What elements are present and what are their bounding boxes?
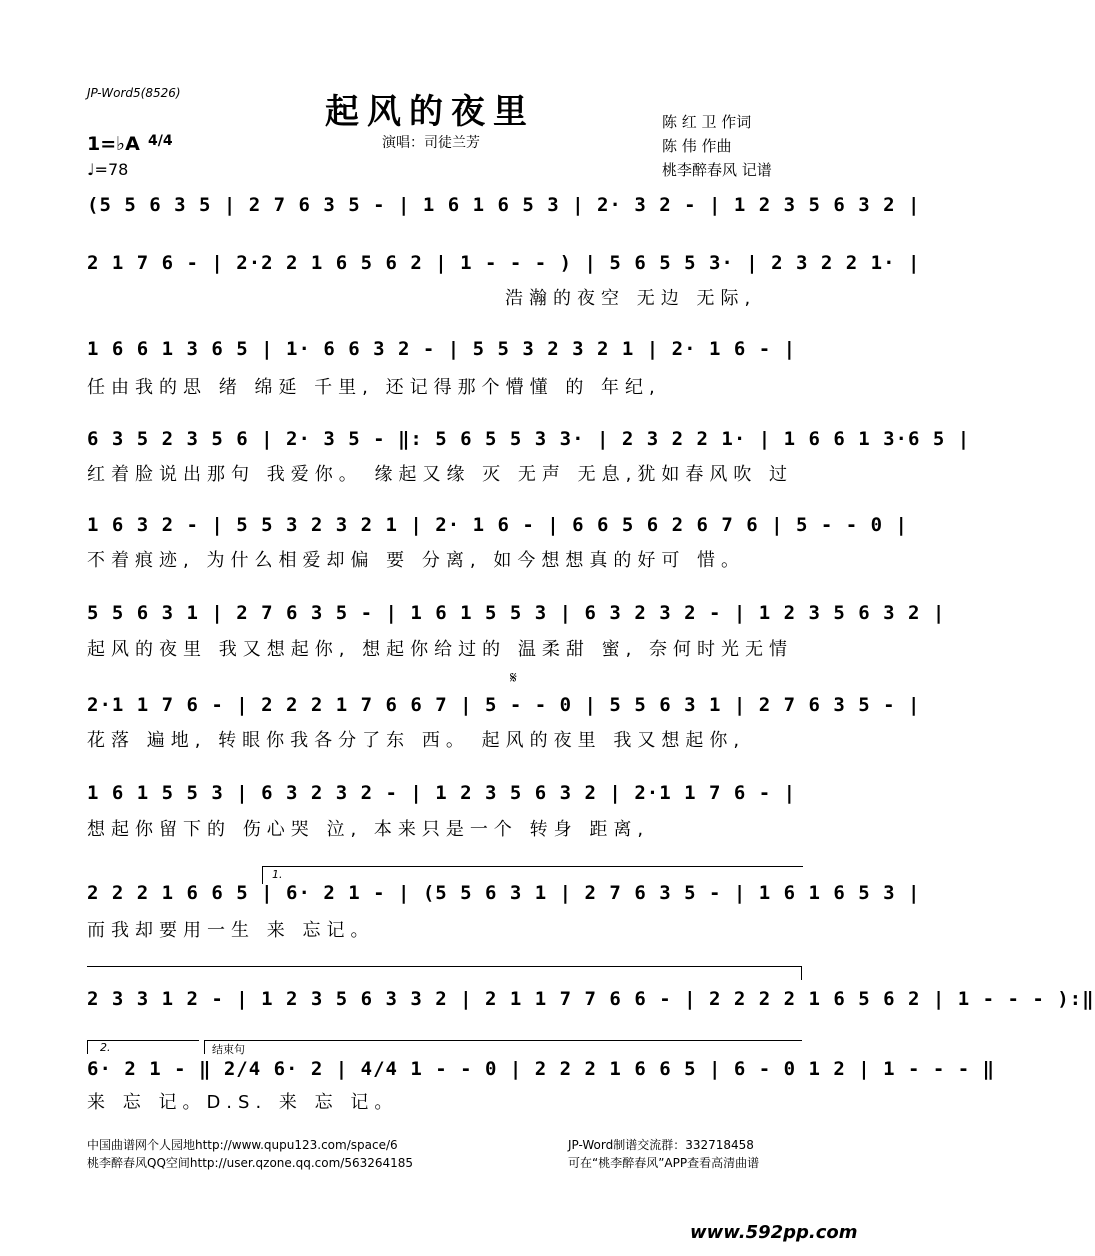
site-watermark: www.592pp.com <box>690 1222 858 1243</box>
ending-continuation-bracket-right <box>801 966 802 980</box>
time-signature: 4/4 <box>148 133 173 149</box>
transcriber-credit: 桃李醉春风 记谱 <box>662 161 772 179</box>
footer-right <box>568 1136 759 1172</box>
coda-label: 结束句 <box>212 1043 245 1056</box>
lyricist-credit: 陈 红 卫 作词 <box>662 113 752 131</box>
footer-group-info: JP-Word制谱交流群：332718458 <box>568 1138 754 1152</box>
lyric-row-11: 来 忘 记。D.S. 来 忘 记。 <box>87 1092 399 1113</box>
lyric-row-5: 不着痕迹, 为什么相爱却偏 要 分离, 如今想想真的好可 惜。 <box>87 550 746 571</box>
notation-row-6: 5 5 6 3 1 | 2 7 6 3 5 - | 1 6 1 5 5 3 | 6 3 2 3 2 - | 1 2 3 5 6 3 2 | <box>87 602 946 624</box>
first-ending-bracket <box>262 866 803 867</box>
lyric-row-7: 花落 遍地, 转眼你我各分了东 西。 起风的夜里 我又想起你, <box>87 730 746 751</box>
footer-app-info: 可在“桃李醉春风”APP查看高清曲谱 <box>568 1156 760 1170</box>
coda-bracket-left <box>204 1040 205 1054</box>
notation-row-8: 1 6 1 5 5 3 | 6 3 2 3 2 - | 1 2 3 5 6 3 2 | 2·1 1 7 6 - | <box>87 782 797 804</box>
footer-qupu-link: 中国曲谱网个人园地http://www.qupu123.com/space/6 <box>87 1138 398 1152</box>
lyric-row-6: 起风的夜里 我又想起你, 想起你给过的 温柔甜 蜜, 奈何时光无情 <box>87 639 794 660</box>
lyric-row-2: 浩瀚的夜空 无边 无际, <box>505 288 757 309</box>
second-ending-bracket-left <box>87 1040 88 1054</box>
first-ending-label: 1. <box>272 868 283 881</box>
credits <box>662 110 772 182</box>
page-title: 起风的夜里 <box>325 92 535 132</box>
notation-row-5: 1 6 3 2 - | 5 5 3 2 3 2 1 | 2· 1 6 - | 6 6 5 6 2 6 7 6 | 5 - - 0 | <box>87 514 908 536</box>
composer-credit: 陈 伟 作曲 <box>662 137 732 155</box>
lyric-row-4: 红着脸说出那句 我爱你。 缘起又缘 灭 无声 无息,犹如春风吹 过 <box>87 464 794 485</box>
notation-row-9: 2 2 2 1 6 6 5 | 6· 2 1 - | (5 5 6 3 1 | 2 7 6 3 5 - | 1 6 1 6 5 3 | <box>87 882 921 904</box>
lyric-row-9: 而我却要用一生 来 忘记。 <box>87 920 375 941</box>
lyric-row-8: 想起你留下的 伤心哭 泣, 本来只是一个 转身 距离, <box>87 819 650 840</box>
second-ending-label: 2. <box>100 1041 111 1054</box>
tempo-marking: ♩=78 <box>87 160 129 179</box>
ending-continuation-bracket <box>87 966 801 967</box>
notation-row-10: 2 3 3 1 2 - | 1 2 3 5 6 3 3 2 | 2 1 1 7 7 6 6 - | 2 2 2 2 1 6 5 6 2 | 1 - - - ):‖ <box>87 988 1095 1010</box>
singer-credit: 演唱：司徒兰芳 <box>382 135 480 151</box>
lyric-row-3: 任由我的思 绪 绵延 千里, 还记得那个懵懂 的 年纪, <box>87 377 661 398</box>
notation-row-2: 2 1 7 6 - | 2·2 2 1 6 5 6 2 | 1 - - - ) | 5 6 5 5 3· | 2 3 2 2 1· | <box>87 252 921 274</box>
notation-row-3: 1 6 6 1 3 6 5 | 1· 6 6 3 2 - | 5 5 3 2 3 2 1 | 2· 1 6 - | <box>87 338 797 360</box>
notation-row-4: 6 3 5 2 3 5 6 | 2· 3 5 - ‖: 5 6 5 5 3 3· | 2 3 2 2 1· | 1 6 6 1 3·6 5 | <box>87 428 971 450</box>
notation-row-11: 6· 2 1 - ‖ 2/4 6· 2 | 4/4 1 - - 0 | 2 2 2 1 6 6 5 | 6 - 0 1 2 | 1 - - - ‖ <box>87 1058 996 1080</box>
footer-qzone-link: 桃李醉春风QQ空间http://user.qzone.qq.com/563264185 <box>87 1156 414 1170</box>
notation-row-7: 2·1 1 7 6 - | 2 2 2 1 7 6 6 7 | 5 - - 0 | 5 5 6 3 1 | 2 7 6 3 5 - | <box>87 694 921 716</box>
coda-bracket <box>204 1040 802 1041</box>
segno-sign: 𝄋 <box>510 668 517 687</box>
software-signature: JP-Word5(8526) <box>87 86 181 100</box>
footer-left <box>87 1136 413 1172</box>
key-signature: 1=♭A <box>87 133 140 155</box>
notation-row-1: (5 5 6 3 5 | 2 7 6 3 5 - | 1 6 1 6 5 3 | 2· 3 2 - | 1 2 3 5 6 3 2 | <box>87 194 921 216</box>
